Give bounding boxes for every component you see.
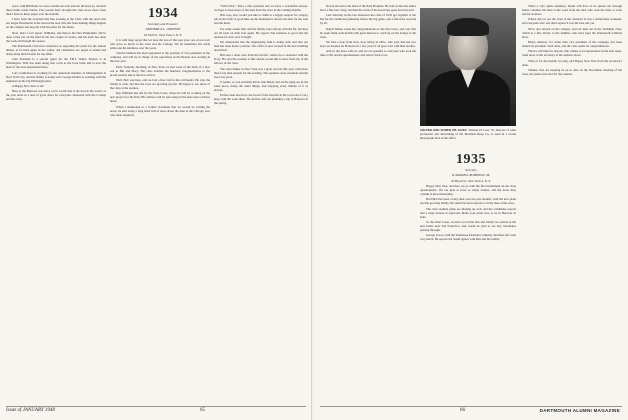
paragraph: It seems, as you probably know, that Brady and all the gang are in the same place, doing the same things, and enjoying every minute of it as always. bbox=[214, 79, 308, 93]
paragraph: Ralph Walker sends his congratulations on the fine notes, and says that he reads them each month with great interest to catch up on the doings of the class. bbox=[320, 26, 416, 39]
paragraph: A Happy New Year to all! bbox=[12, 83, 45, 88]
paragraph: To the West Coast, we have word that Jim and family are settled in the new home near San Francisco, and would be glad to see any classmates passing through. bbox=[420, 219, 516, 232]
officer-address: 50 Broad St., New York 4, N. Y. bbox=[451, 178, 491, 183]
magazine-title: DARTMOUTH ALUMNI MAGAZINE bbox=[539, 408, 620, 413]
officer-name: FREDERICK L. JOHNSON bbox=[145, 27, 181, 32]
officer-title: Secretary bbox=[465, 168, 477, 173]
paragraph: Charles Daniels has been appointed to the position of vice president of the company, and will be in charge of the operations in the Boston area starting in the new year. bbox=[110, 51, 210, 64]
paragraph: Last Saturday in the late afternoon the class of 1935 got together at the Inn for the traditional gathering before the big game, and a fine time was had by all. bbox=[320, 13, 416, 26]
officer-address: 63 Wall St., New York 5, N. Y. bbox=[144, 32, 182, 37]
column-5 bbox=[420, 150, 516, 406]
paragraph: We had a note from Ken, now living in Ohio, who says that his two boys are headed for Hanover in a few years if all goes well with their studies. bbox=[320, 39, 416, 48]
caption-text: Thomas H. Lees '35, director of sales promotion and advertising of the Marshall Drug Co., is seen in a recent photograph here in the office. bbox=[420, 128, 517, 141]
column-1 bbox=[6, 4, 106, 406]
photo-caption bbox=[420, 128, 516, 140]
footer-rule-left bbox=[6, 406, 306, 407]
paragraph: The class reunion plans are shaping up well, and the committee reports that a large turnout is expected. Make your plans now to be in Hanover in June. bbox=[420, 206, 516, 219]
portrait-photo bbox=[420, 8, 516, 126]
class-year-heading: 1934 bbox=[148, 6, 178, 21]
paragraph: Early Saturday morning, in New York we had word of the birth of a new son to Bill and Mary. The class extends the heartiest congratulations to the proud parents and to the new arrival. bbox=[110, 64, 210, 77]
paragraph: Ed has been elected to the board of the hospital in his town and is very busy with the work there. He and his wife are planning a trip to Hanover in the spring. bbox=[214, 93, 308, 106]
paragraph: That's a very quick summary. Death will have to be spread out through future columns but here is the word from the men who took the time to write and let us know. bbox=[522, 4, 622, 17]
caption-lead: SIGNER AND WIDER HE GOES: bbox=[420, 128, 468, 132]
paragraph: "Wild Dick," that's a fine question and we have a wonderful answer, we hope to hear more of the men from the class in the coming months. bbox=[214, 4, 308, 13]
paragraph: For some weeks Mac and his family were laid up with the flu, but they are all back on their feet again. He reports that business is good and the outlook for next year is bright. bbox=[214, 26, 308, 39]
paragraph: Newly elected is the head of the Park Hospital. He tells us that the ladies have a fine new wing, and that the work of the board has gone forward well. bbox=[320, 4, 416, 13]
paragraph: Ray Williams has left for the West Coast, where he will be working on the new project for the firm. His address will be sent along in the next issue of these notes. bbox=[110, 91, 210, 104]
paragraph: Thanks, Ted, for keeping us up to date. In the November meeting of the class, the plans were laid for the reunion. bbox=[522, 67, 622, 76]
paragraph: space with Bill Bates we were around our own and not diverted us, and that these items really matter. Few people have brought the class news more close than I have in these pages over the months. bbox=[6, 4, 106, 17]
paragraph: The Dartmouth Club have informed us regarding the plans for the annual dinner, to be held again in the winter. All classmates are urged to attend and bring along their friends for the affair. bbox=[6, 43, 106, 57]
paragraph: There's still time for anyone who wishes to be represented in the next issue. Send news to the secretary at the address above. bbox=[522, 49, 622, 58]
paragraph: Bill sent a short note from the Pacific, where he is stationed with the Navy. He says the weather is fine and he would like to hear from any of the fellows of the class. bbox=[214, 53, 308, 66]
paragraph: And so the news rolls in, and we are grateful to everyone who took the time to fill out the questionnaire and send it back to us. bbox=[320, 49, 416, 58]
officer-name: R. MANSELL ROBINSON, JR. bbox=[451, 173, 491, 178]
paragraph: I have been the recipient this fine evening at the Class with the news that our Roger Hawthorne is the man in the area who has been making things happen on the campus and beyond with his plans for the future. bbox=[6, 17, 106, 30]
paragraph: We understand that the engineering firm is doing well, and that our man has been made a partner. The office is now located in the new building downtown. bbox=[214, 39, 308, 53]
paragraph: When I mentioned to a former classmate that we would be writing the notes, he sent along a long letter full of news about the men in the Chicago area who meet regularly. bbox=[110, 104, 210, 117]
paragraph: Where did we see the class at the reunion? It was a memorable weekend, and everyone who was there agrees it was the best one yet. bbox=[522, 17, 622, 26]
paragraph: Bob says, how would you like to climb to a bigger outpost for a happy job on the trail? A good hike up the mountain is always the best for the soul and the heart. bbox=[214, 13, 308, 26]
column-3 bbox=[214, 4, 308, 406]
issue-date: Issue of JANUARY 1948 bbox=[6, 408, 55, 413]
paragraph: George is now with the Tennessee Eastman Company and likes the work very much. He reports the South agrees with him and the family. bbox=[420, 233, 516, 242]
column-4 bbox=[320, 4, 416, 406]
paragraph: Hal Hirst has been a busy man over the past months, with the new plant and the growing family. He sends his best regards to all the men of the class. bbox=[420, 197, 516, 206]
class-year-heading: 1935 bbox=[456, 152, 486, 167]
paragraph: Next, that's a fact report. Williams, and then to the New Hampshire, We've done a fine job on the field in the last couple of weeks, and his team has done the work all through the season. bbox=[6, 30, 106, 43]
column-2 bbox=[110, 4, 210, 406]
paragraph: We're also shown on the campus, and our men are in the freshman class, which is a fine tribute to the families who have kept the Dartmouth tradition alive. bbox=[522, 26, 622, 39]
paragraph: Happy New Year, and here we go with the first installment on the class questionnaire. We are glad to have so many returns, and the news they contain is most interesting. bbox=[420, 183, 516, 196]
paragraph: It is with deep regret that we note the loss of this past year, one of our own who gave so much to the class and the College. We all remember his warm smile and his kindness over the years. bbox=[110, 37, 210, 50]
portrait-hair bbox=[447, 18, 489, 36]
page-number-right: 66 bbox=[460, 408, 465, 413]
paragraph: Chet Eastman is a special agent for the F.B.I. Walter Watson is in Washington. Walt has been doing fine work at the local bank and is now the head of the trust department there. bbox=[6, 57, 106, 70]
column-6 bbox=[522, 4, 622, 406]
paragraph: The class dinner in New York was a great success this year, with more than forty men present for the evening. The speakers were excellent and the food was good. bbox=[214, 66, 308, 79]
paragraph: Well, Bob was here, and we had a fine visit in the old haunts. He says the family is well, and that the boys are growing up fast. He hopes to see more of the class at the reunion. bbox=[110, 77, 210, 90]
paragraph: Here at the Hanover area have a few words that is the best in the world, as the year ends on a note of good cheer for everyone connected with the College and the class. bbox=[6, 89, 106, 102]
paragraph: Henry Allerton, for some time vice president of the company, has been named its president. Well done, and the class sends its congratulations. bbox=[522, 39, 622, 48]
footer-rule-right bbox=[320, 406, 622, 407]
officer-title: Secretary and Treasurer bbox=[148, 22, 178, 27]
page-number-left: 65 bbox=[200, 408, 205, 413]
paragraph: That's it for the month. So long, and Happy New Year from the secretary's desk. bbox=[522, 58, 622, 67]
paragraph: Carl Carmichael is working for the American Institute of Management in New York City, and his family is doing well. George Dennis is working with the engineers in the big Pittsburgh plant. bbox=[6, 70, 106, 83]
